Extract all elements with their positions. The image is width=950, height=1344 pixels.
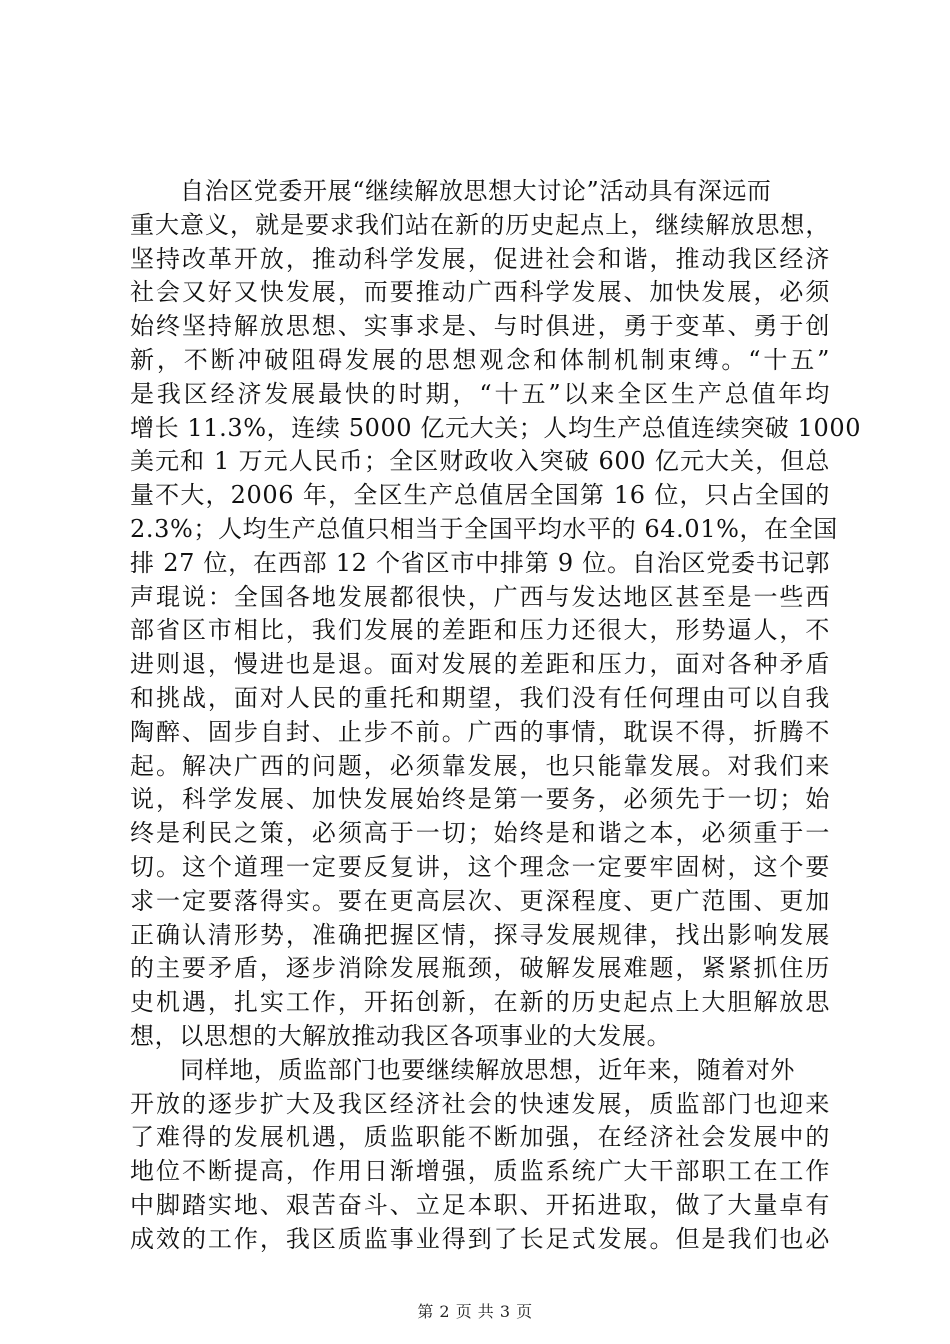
paragraph-1-line: 2.3%；人均生产总值只相当于全国平均水平的 64.01%，在全国 <box>130 514 838 543</box>
paragraph-1-line: 坚持改革开放，推动科学发展，促进社会和谐，推动我区经济 <box>130 244 830 273</box>
paragraph-1-line: 求一定要落得实。要在更高层次、更深程度、更广范围、更加 <box>130 886 830 915</box>
body-text <box>130 175 862 1257</box>
paragraph-1-line: 切。这个道理一定要反复讲，这个理念一定要牢固树，这个要 <box>130 852 830 881</box>
paragraph-1-line: 起。解决广西的问题，必须靠发展，也只能靠发展。对我们来 <box>130 751 830 780</box>
paragraph-2-line: 开放的逐步扩大及我区经济社会的快速发展，质监部门也迎来 <box>130 1089 830 1118</box>
paragraph-1-line: 重大意义，就是要求我们站在新的历史起点上，继续解放思想， <box>130 210 830 239</box>
paragraph-2-line: 了难得的发展机遇，质监职能不断加强，在经济社会发展中的 <box>130 1123 830 1152</box>
paragraph-1-line: 的主要矛盾，逐步消除发展瓶颈，破解发展难题，紧紧抓住历 <box>130 954 830 983</box>
paragraph-1-line: 新，不断冲破阻碍发展的思想观念和体制机制束缚。“十五” <box>130 345 830 374</box>
paragraph-1-line: 美元和 1 万元人民币；全区财政收入突破 600 亿元大关，但总 <box>130 447 830 476</box>
paragraph-1-line: 声琨说：全国各地发展都很快，广西与发达地区甚至是一些西 <box>130 582 830 611</box>
paragraph-1-line: 增长 11.3%，连续 5000 亿元大关；人均生产总值连续突破 1000 <box>130 413 862 442</box>
paragraph-1-line: 正确认清形势，准确把握区情，探寻发展规律，找出影响发展 <box>130 920 830 949</box>
paragraph-2-line: 地位不断提高，作用日渐增强，质监系统广大干部职工在工作 <box>130 1157 830 1186</box>
paragraph-1-line: 进则退，慢进也是退。面对发展的差距和压力，面对各种矛盾 <box>130 650 830 679</box>
paragraph-1-line: 始终坚持解放思想、实事求是、与时俱进，勇于变革、勇于创 <box>130 312 830 341</box>
paragraph-1-line: 终是利民之策，必须高于一切；始终是和谐之本，必须重于一 <box>130 819 830 848</box>
paragraph-1-line: 和挑战，面对人民的重托和期望，我们没有任何理由可以自我 <box>130 683 830 712</box>
paragraph-1-line: 排 27 位，在西部 12 个省区市中排第 9 位。自治区党委书记郭 <box>130 548 830 577</box>
paragraph-1-line: 自治区党委开展“继续解放思想大讨论”活动具有深远而 <box>180 177 772 205</box>
paragraph-1-line: 史机遇，扎实工作，开拓创新，在新的历史起点上大胆解放思 <box>130 988 830 1017</box>
paragraph-1-line: 量不大，2006 年，全区生产总值居全国第 16 位，只占全国的 <box>130 481 830 510</box>
paragraph-1-line: 陶醉、固步自封、止步不前。广西的事情，耽误不得，折腾不 <box>130 717 830 746</box>
paragraph-2-line: 成效的工作，我区质监事业得到了长足式发展。但是我们也必 <box>130 1224 830 1253</box>
paragraph-2-line: 同样地，质监部门也要继续解放思想，近年来，随着对外 <box>180 1055 795 1084</box>
paragraph-1-line: 说，科学发展、加快发展始终是第一要务，必须先于一切；始 <box>130 785 830 814</box>
page-footer: 第 2 页 共 3 页 <box>417 1302 533 1321</box>
paragraph-1-line: 部省区市相比，我们发展的差距和压力还很大，形势逼人，不 <box>130 616 830 645</box>
paragraph-1-last-line: 想，以思想的大解放推动我区各项事业的大发展。 <box>130 1021 672 1050</box>
paragraph-2-line: 中脚踏实地、艰苦奋斗、立足本职、开拓进取，做了大量卓有 <box>130 1190 830 1219</box>
paragraph-1-line: 社会又好又快发展，而要推动广西科学发展、加快发展，必须 <box>130 278 830 307</box>
paragraph-1-line: 是我区经济发展最快的时期，“十五”以来全区生产总值年均 <box>130 379 830 408</box>
